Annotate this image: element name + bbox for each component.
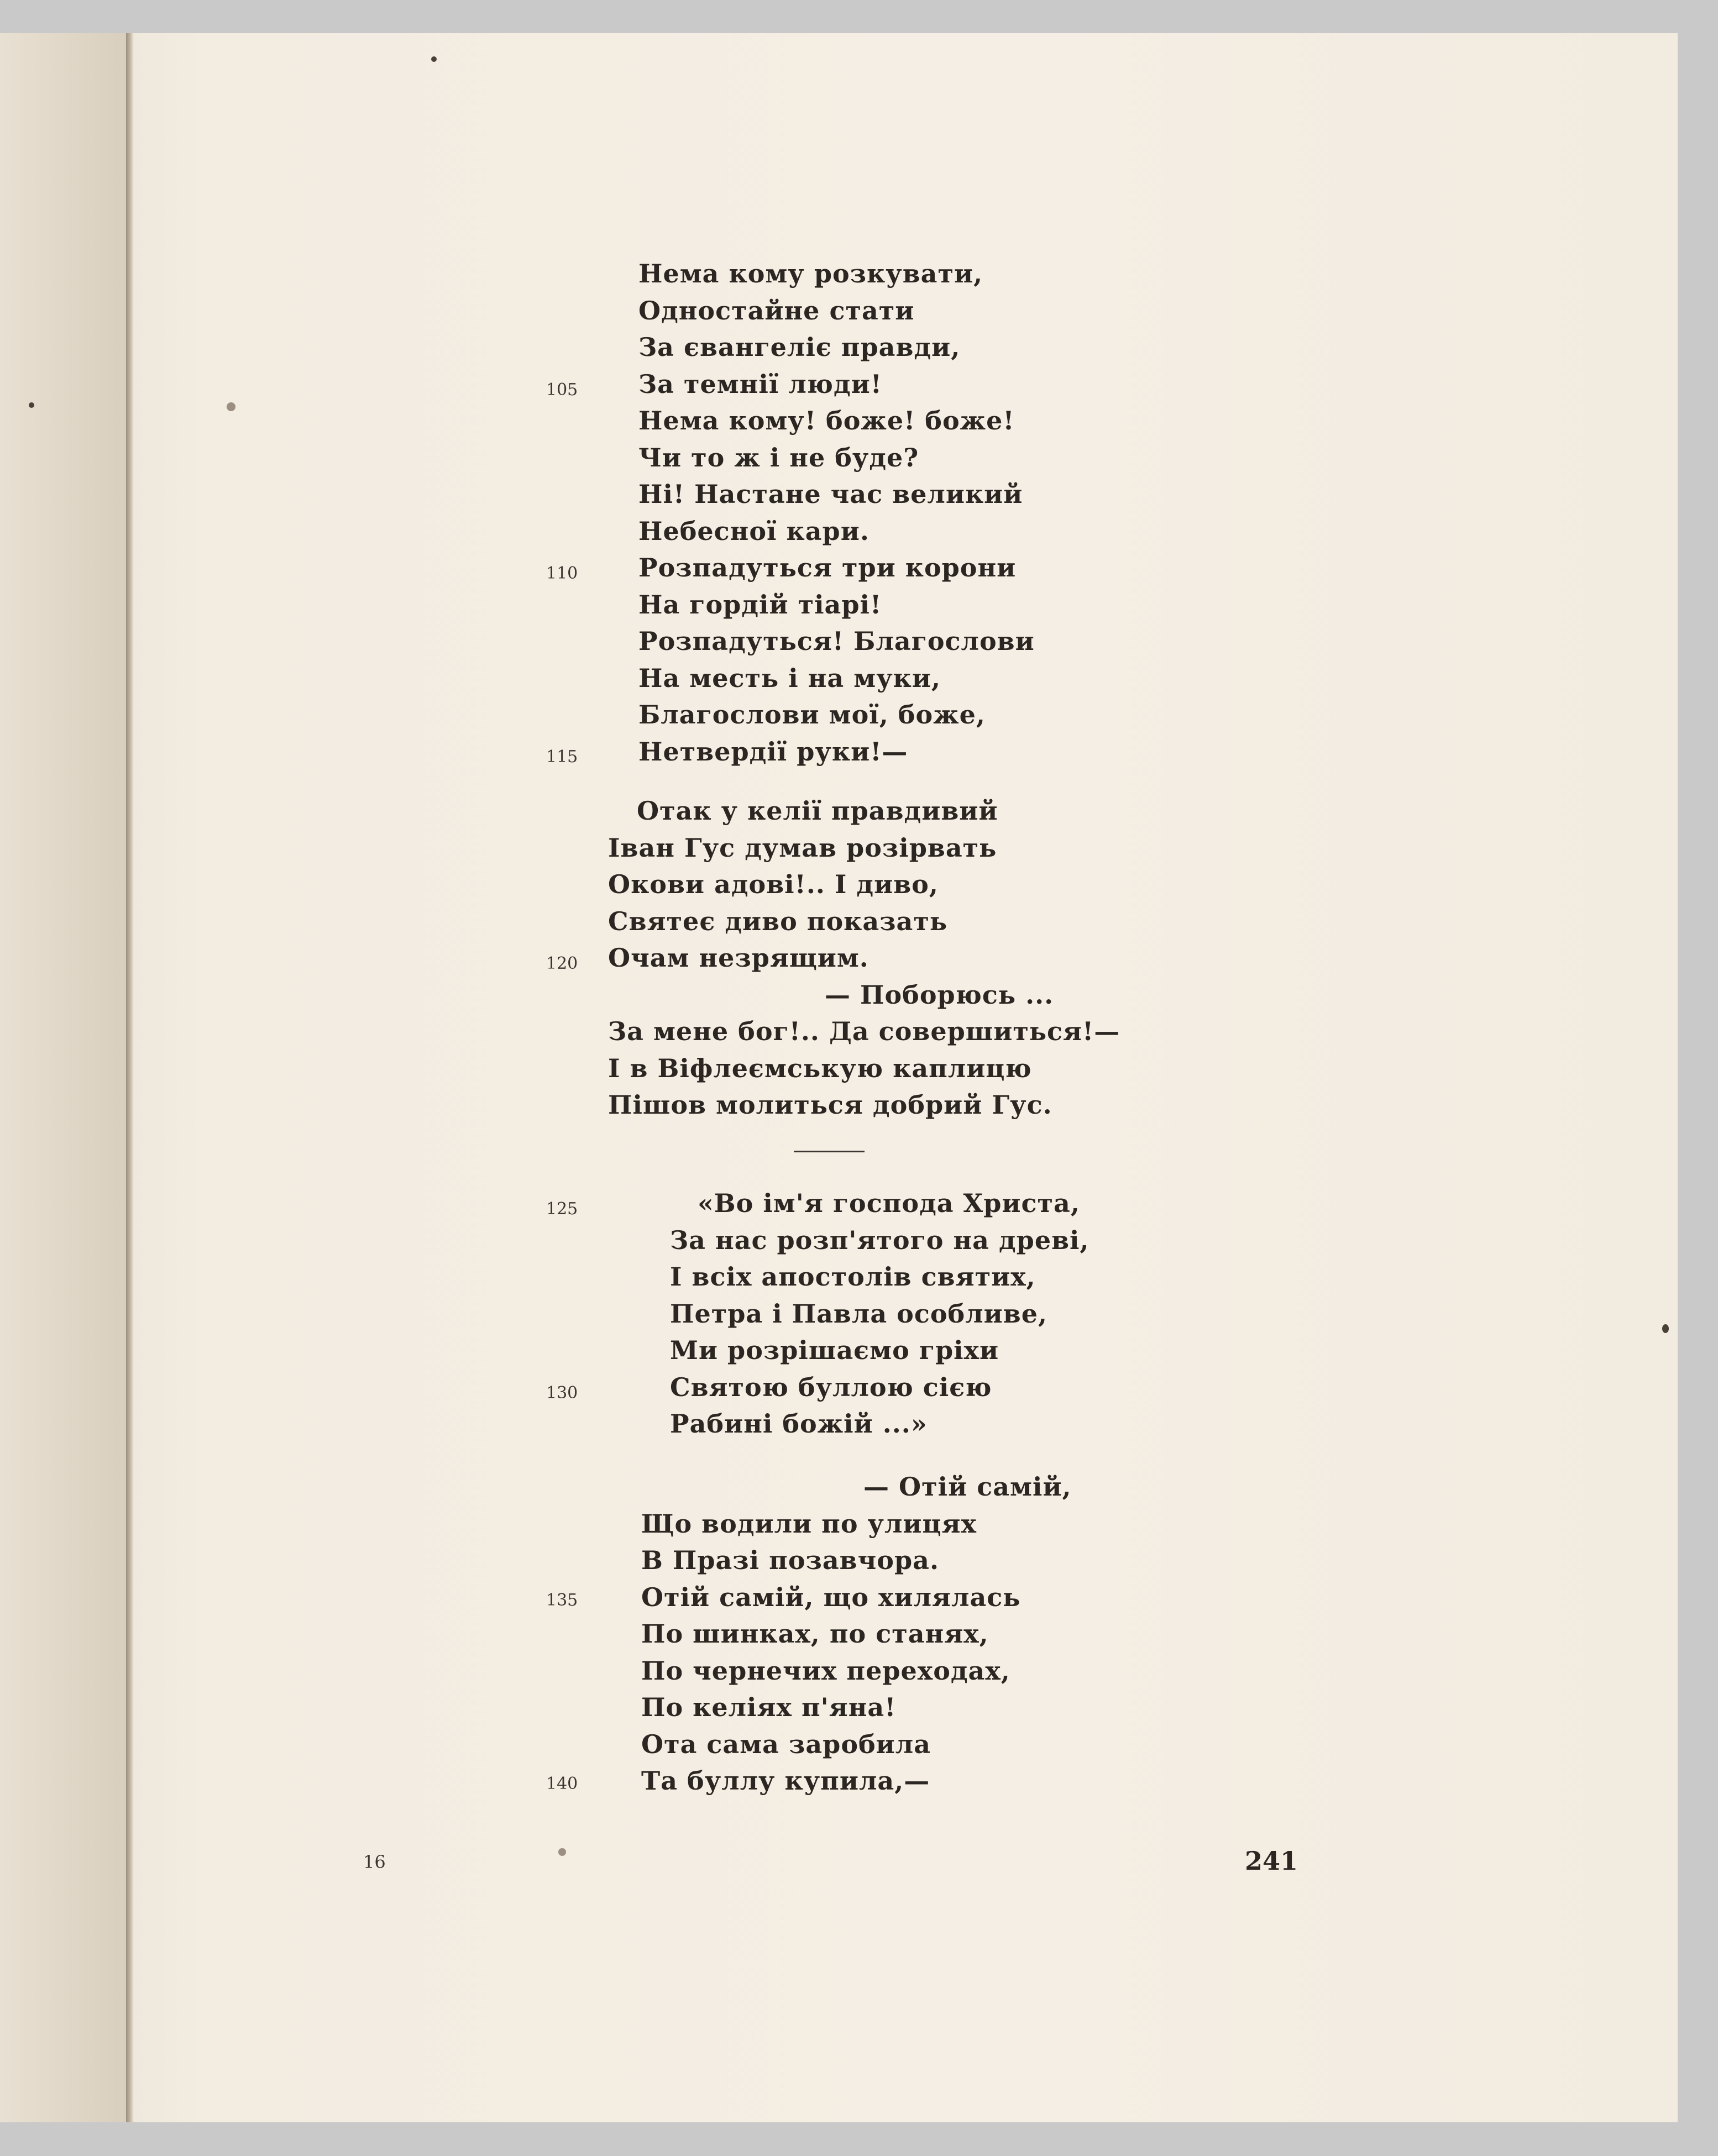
- paper-speck: [227, 402, 235, 411]
- paper-speck: [1662, 1324, 1669, 1333]
- poem-line: Розпадуться три корони: [638, 553, 1017, 583]
- line-number: 110: [546, 564, 578, 583]
- poem-line: Благослови мої, боже,: [638, 700, 986, 730]
- poem-line: Петра і Павла особливе,: [670, 1299, 1047, 1329]
- poem-line: По шинках, по станях,: [641, 1619, 989, 1649]
- paper-speck: [431, 56, 437, 62]
- poem-line: Святеє диво показать: [608, 906, 948, 936]
- poem-line: Нема кому розкувати,: [638, 259, 983, 288]
- page-left-margin: [0, 33, 126, 2122]
- poem-line: Ні! Настане час великий: [638, 479, 1023, 509]
- poem-line: Та буллу купила,—: [641, 1766, 930, 1796]
- poem-line: Що водили по улицях: [641, 1509, 977, 1539]
- poem-line: Святою буллою сією: [670, 1372, 992, 1402]
- poem-line: Отак у келії правдивий: [637, 796, 998, 826]
- paper-speck: [29, 402, 34, 408]
- page-number: 241: [1245, 1846, 1298, 1876]
- poem-line: Небесної кари.: [638, 516, 870, 546]
- signature-mark: 16: [363, 1851, 386, 1872]
- line-number: 115: [546, 747, 578, 767]
- poem-line: Рабині божій ...»: [670, 1409, 928, 1439]
- poem-line: На гордій тіарі!: [638, 590, 882, 620]
- poem-line: Розпадуться! Благослови: [638, 626, 1035, 656]
- poem-line: І в Віфлеємськую каплицю: [608, 1053, 1032, 1083]
- poem-line: По чернечих переходах,: [641, 1656, 1010, 1686]
- page-gutter: [126, 33, 134, 2122]
- poem-line: Нетвердії руки!—: [638, 737, 908, 767]
- poem-line: Нема кому! боже! боже!: [638, 406, 1015, 436]
- line-number: 105: [546, 380, 578, 400]
- line-number: 135: [546, 1591, 578, 1610]
- poem-line: Окови адові!.. І диво,: [608, 869, 939, 899]
- section-divider: [794, 1151, 865, 1152]
- book-page: [0, 33, 1678, 2122]
- poem-line: Очам незрящим.: [608, 943, 869, 973]
- poem-line: — Поборюсь ...: [825, 980, 1054, 1010]
- poem-line: Іван Гус думав розірвать: [608, 833, 997, 863]
- poem-line: Чи то ж і не буде?: [638, 443, 919, 473]
- line-number: 120: [546, 954, 578, 973]
- poem-line: По келіях п'яна!: [641, 1692, 897, 1722]
- line-number: 130: [546, 1383, 578, 1403]
- line-number: 125: [546, 1199, 578, 1219]
- poem-line: На месть і на муки,: [638, 663, 941, 693]
- poem-line: За мене бог!.. Да совершиться!—: [608, 1016, 1120, 1046]
- poem-line: За нас розп'ятого на древі,: [670, 1225, 1090, 1255]
- poem-line: Ота сама заробила: [641, 1729, 931, 1759]
- poem-line: За темнії люди!: [638, 369, 882, 399]
- poem-line: Отій самій, що хилялась: [641, 1582, 1021, 1612]
- poem-line: Одностайне стати: [638, 296, 915, 326]
- poem-line: Ми розрішаємо гріхи: [670, 1335, 999, 1365]
- poem-line: І всіх апостолів святих,: [670, 1262, 1036, 1292]
- poem-line: «Во ім'я господа Христа,: [698, 1188, 1080, 1218]
- paper-speck: [558, 1848, 566, 1856]
- poem-line: В Празі позавчора.: [641, 1545, 939, 1575]
- poem-line: За євангеліє правди,: [638, 332, 961, 362]
- poem-line: Пішов молиться добрий Гус.: [608, 1090, 1052, 1120]
- line-number: 140: [546, 1774, 578, 1793]
- poem-line: — Отій самій,: [863, 1472, 1072, 1502]
